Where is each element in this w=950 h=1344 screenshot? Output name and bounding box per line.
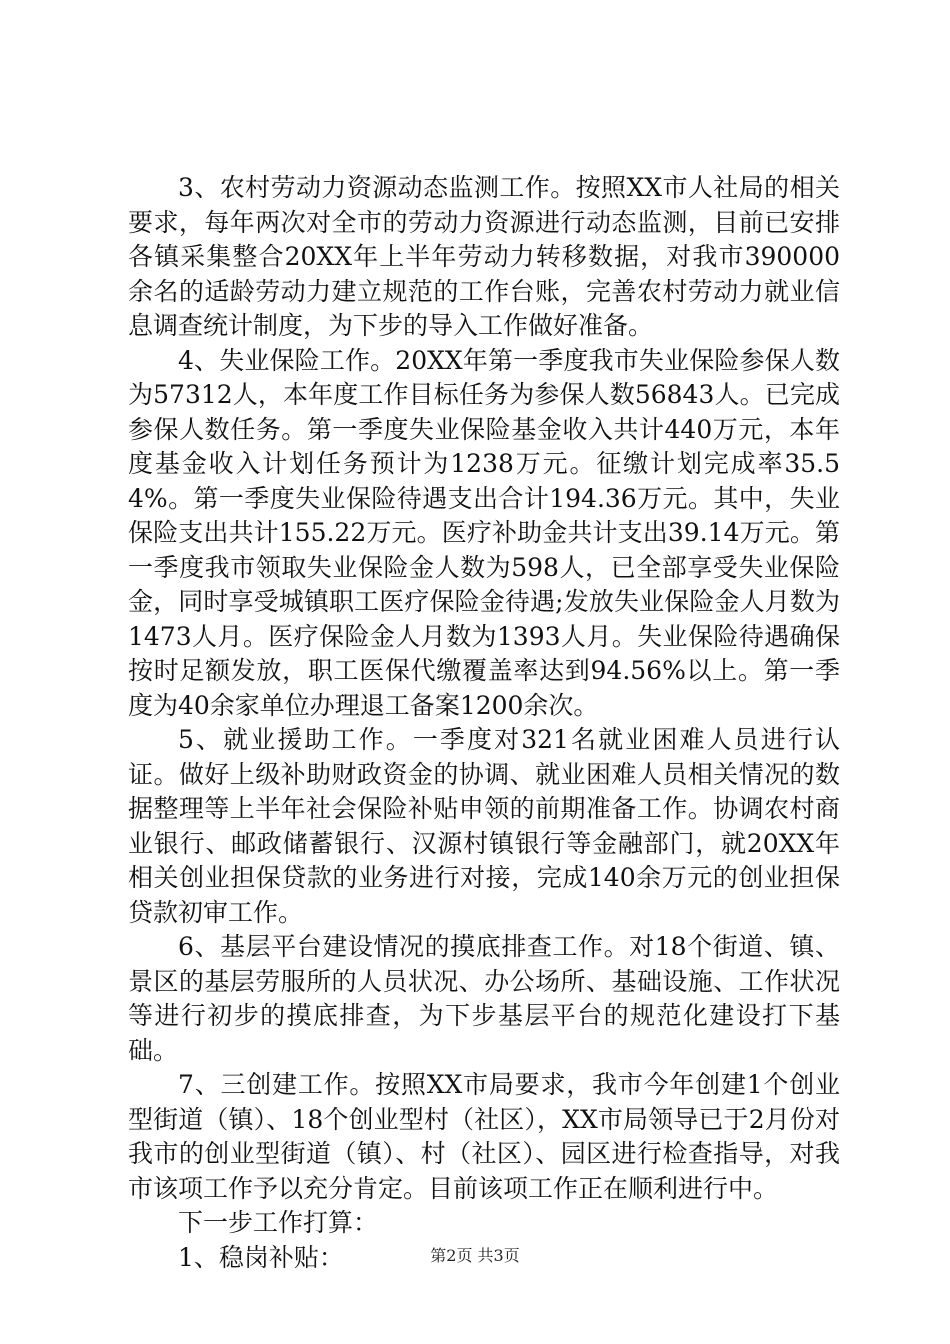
document-body [128, 171, 840, 1275]
paragraph-employment-assistance: 5、就业援助工作。一季度对321名就业困难人员进行认证。做好上级补助财政资金的协调、就业困难人员相关情况的数据整理等上半年社会保险补贴申领的前期准备工作。协调农村商业银行、邮政储蓄银行、汉源村镇银行等金融部门，就20XX年相关创业担保贷款的业务进行对接，完成140余万元的创业担保贷款初审工作。 [128, 725, 840, 927]
paragraph-job-subsidy: 1、稳岗补贴： [178, 1242, 344, 1272]
paragraph-grassroots-platform: 6、基层平台建设情况的摸底排查工作。对18个街道、镇、景区的基层劳服所的人员状况、办公场所、基础设施、工作状况等进行初步的摸底排查，为下步基层平台的规范化建设打下基础。 [128, 932, 840, 1065]
paragraph-next-steps-heading: 下一步工作打算： [178, 1208, 379, 1237]
page-number-label: 第2页 共3页 [430, 1246, 520, 1265]
page-footer [0, 1246, 950, 1266]
paragraph-three-creation: 7、三创建工作。按照XX市局要求，我市今年创建1个创业型街道（镇）、18个创业型村（社区），XX市局领导已于2月份对我市的创业型街道（镇）、村（社区）、园区进行检查指导，对我市该项工作予以充分肯定。目前该项工作正在顺利进行中。 [128, 1070, 840, 1203]
paragraph-unemployment-insurance: 4、失业保险工作。20XX年第一季度我市失业保险参保人数为57312人，本年度工作目标任务为参保人数56843人。已完成参保人数任务。第一季度失业保险基金收入共计440万元，本年度基金收入计划任务预计为1238万元。征缴计划完成率35.54%。第一季度失业保险待遇支出合计194.36万元。其中，失业保险支出共计155.22万元。医疗补助金共计支出39.14万元。第一季度我市领取失业保险金人数为598人，已全部享受失业保险金，同时享受城镇职工医疗保险金待遇;发放失业保险金人月数为1473人月。医疗保险金人月数为1393人月。失业保险待遇确保按时足额发放，职工医保代缴覆盖率达到94.56%以上。第一季度为40余家单位办理退工备案1200余次。 [128, 345, 840, 720]
paragraph-labor-monitoring: 3、农村劳动力资源动态监测工作。按照XX市人社局的相关要求，每年两次对全市的劳动力资源进行动态监测，目前已安排各镇采集整合20XX年上半年劳动力转移数据，对我市390000余名的适龄劳动力建立规范的工作台账，完善农村劳动力就业信息调查统计制度，为下步的导入工作做好准备。 [128, 173, 840, 340]
